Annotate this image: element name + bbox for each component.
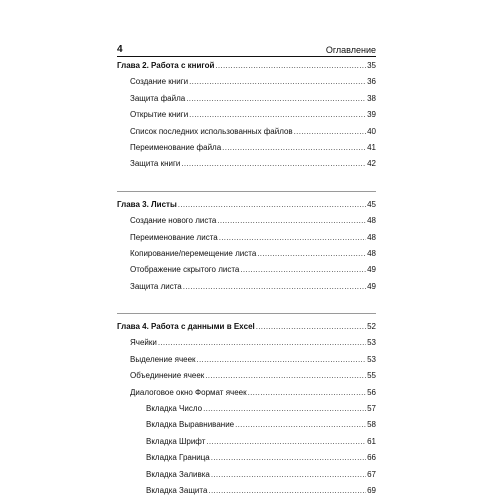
toc-entry-title: Переименование файла <box>130 142 222 152</box>
dot-leader <box>222 141 366 155</box>
dot-leader <box>215 59 366 73</box>
section-gap <box>117 296 376 313</box>
running-title: Оглавление <box>325 45 376 55</box>
toc-entry[interactable] <box>117 247 376 261</box>
toc-page-number: 53 <box>367 354 376 364</box>
toc-page-number: 39 <box>367 110 376 120</box>
dot-leader <box>257 247 366 261</box>
toc-page-number: 58 <box>367 420 376 430</box>
toc-subentry[interactable] <box>117 402 376 416</box>
toc-entry[interactable] <box>117 125 376 139</box>
dot-leader <box>208 484 366 498</box>
toc-subentry[interactable] <box>117 451 376 465</box>
toc-chapter-title: Глава 4. Работа с данными в Excel <box>117 322 255 332</box>
toc-entry-title: Вкладка Граница <box>146 453 210 463</box>
toc-entry-title: Вкладка Шрифт <box>146 436 206 446</box>
toc-page-number: 48 <box>367 232 376 242</box>
toc-entry[interactable] <box>117 280 376 294</box>
toc-page-number: 53 <box>367 338 376 348</box>
toc-entry[interactable] <box>117 231 376 245</box>
toc-page-number: 45 <box>367 199 376 209</box>
dot-leader <box>205 369 366 383</box>
toc-page-number: 69 <box>367 485 376 495</box>
header-rule <box>117 56 376 57</box>
toc-page-number: 48 <box>367 248 376 258</box>
toc-entry-title: Ячейки <box>130 338 157 348</box>
toc-page-number: 41 <box>367 142 376 152</box>
dot-leader <box>203 402 366 416</box>
toc-page-number: 42 <box>367 159 376 169</box>
section-gap <box>117 174 376 191</box>
toc-entry-title: Вкладка Заливка <box>146 469 210 479</box>
toc-entry[interactable] <box>117 336 376 350</box>
toc-entry-title: Список последних использованных файлов <box>130 126 293 136</box>
toc-page-number: 66 <box>367 453 376 463</box>
toc-entry[interactable] <box>117 75 376 89</box>
dot-leader <box>181 157 366 171</box>
toc-entry-title: Вкладка Защита <box>146 485 208 495</box>
table-of-contents <box>117 59 376 500</box>
toc-entry-title: Защита листа <box>130 281 182 291</box>
toc-chapter-entry[interactable] <box>117 320 376 334</box>
toc-entry[interactable] <box>117 108 376 122</box>
dot-leader <box>197 353 367 367</box>
toc-subentry[interactable] <box>117 468 376 482</box>
toc-chapter-entry[interactable] <box>117 59 376 73</box>
dot-leader <box>211 451 366 465</box>
toc-entry-title: Вкладка Выравнивание <box>146 420 235 430</box>
toc-subentry[interactable] <box>117 418 376 432</box>
toc-page-number: 52 <box>367 322 376 332</box>
toc-page-number: 35 <box>367 61 376 70</box>
toc-entry-title: Защита книги <box>130 159 181 169</box>
toc-entry-title: Переименование листа <box>130 232 218 242</box>
section-divider <box>117 313 376 314</box>
toc-page-number: 56 <box>367 387 376 397</box>
toc-entry-title: Выделение ячеек <box>130 354 196 364</box>
toc-page-number: 49 <box>367 265 376 275</box>
toc-page-number: 48 <box>367 216 376 226</box>
toc-entry-title: Создание нового листа <box>130 216 217 226</box>
toc-entry[interactable] <box>117 386 376 400</box>
dot-leader <box>158 336 366 350</box>
toc-entry[interactable] <box>117 353 376 367</box>
dot-leader <box>294 125 366 139</box>
toc-entry-title: Объединение ячеек <box>130 371 205 381</box>
toc-page-number: 57 <box>367 404 376 414</box>
toc-chapter-title: Глава 3. Листы <box>117 199 177 209</box>
toc-entry-title: Диалоговое окно Формат ячеек <box>130 387 247 397</box>
toc-subentry[interactable] <box>117 435 376 449</box>
dot-leader <box>178 198 366 212</box>
toc-entry-title: Создание книги <box>130 77 189 87</box>
toc-entry-title: Защита файла <box>130 93 186 103</box>
page-header <box>117 39 376 55</box>
dot-leader <box>219 231 366 245</box>
toc-entry-title: Открытие книги <box>130 110 189 120</box>
dot-leader <box>189 108 366 122</box>
toc-page-number: 38 <box>367 93 376 103</box>
dot-leader <box>248 386 367 400</box>
dot-leader <box>189 75 366 89</box>
dot-leader <box>186 92 366 106</box>
toc-entry-title: Отображение скрытого листа <box>130 265 240 275</box>
toc-page-number: 67 <box>367 469 376 479</box>
toc-page-number: 40 <box>367 126 376 136</box>
toc-entry[interactable] <box>117 157 376 171</box>
toc-entry[interactable] <box>117 214 376 228</box>
toc-entry[interactable] <box>117 263 376 277</box>
toc-chapter-entry[interactable] <box>117 198 376 212</box>
toc-chapter-title: Глава 2. Работа с книгой <box>117 61 215 70</box>
dot-leader <box>240 263 366 277</box>
dot-leader <box>206 435 366 449</box>
toc-entry[interactable] <box>117 141 376 155</box>
toc-subentry[interactable] <box>117 484 376 498</box>
toc-entry-title: Вкладка Число <box>146 404 203 414</box>
toc-page-number: 55 <box>367 371 376 381</box>
dot-leader <box>235 418 366 432</box>
toc-page-number: 36 <box>367 77 376 87</box>
dot-leader <box>183 280 366 294</box>
page-number: 4 <box>117 44 123 55</box>
dot-leader <box>217 214 366 228</box>
toc-entry[interactable] <box>117 92 376 106</box>
dot-leader <box>211 468 366 482</box>
dot-leader <box>256 320 366 334</box>
toc-page-number: 49 <box>367 281 376 291</box>
section-divider <box>117 191 376 192</box>
toc-entry[interactable] <box>117 369 376 383</box>
toc-entry-title: Копирование/перемещение листа <box>130 248 257 258</box>
toc-page-number: 61 <box>367 436 376 446</box>
